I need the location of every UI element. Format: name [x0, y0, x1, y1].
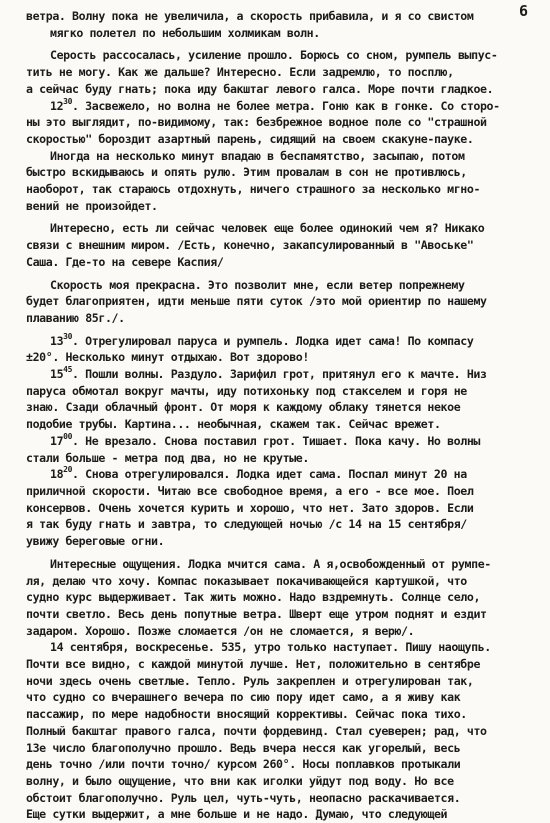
text-line: наоборот, так стараюсь отдохнуть, ничего страшного за несколько мгно-: [26, 182, 481, 197]
text-line: ветра. Волну пока не увеличила, а скорость прибавила, и я со свистом: [26, 9, 474, 23]
text-line: связи с внешним миром. /Есть, конечно, закапсулированный в "Авоське": [26, 238, 474, 253]
text-line: вений не произойдет.: [26, 198, 158, 213]
text-line: ночи здесь очень светлые. Тепло. Руль закреплен и отрегулирован так,: [26, 673, 474, 688]
text-line: обстоит благополучно. Руль цел, чуть-чуть, неопасно раскачивается.: [26, 790, 461, 805]
text-line: будет благоприятен, идти меньше пяти суток /это мой ориентир по нашему: [26, 294, 487, 309]
text-line: ля, делаю что хочу. Компас показывает покачивающейся картушкой, что: [26, 573, 467, 588]
text-line: Еще сутки выдержит, а мне больше и не надо. Думаю, что следующей: [26, 807, 448, 822]
text-line: 14 сентября, воскресенье. 535, утро только наступает. Пишу наощупь.: [50, 640, 491, 655]
text-line: почти светло. Весь день попутные ветра. Шверт еще утром поднят и ездит: [26, 606, 487, 621]
text-line: мягко полетел по небольшим холмикам волн.: [50, 25, 320, 40]
text-line: ±20°. Несколько минут отдыхаю. Вот здорово!: [26, 350, 309, 365]
text-line: плаванию 85г./.: [26, 310, 125, 325]
text-line: ны это выглядит, по-видимому, так: безбрежное водное поле со "страшной: [26, 115, 487, 130]
text-line: быстро вскидываюсь и опять рулю. Этим провалам в сон не противлюсь,: [26, 165, 467, 180]
text-line: паруса обмотал вокруг мачты, иду потихоньку под стакселем и горя не: [26, 383, 467, 398]
page-number: 6: [518, 2, 528, 20]
text-line: приличной скорости. Читаю все свободное время, а его - все мое. Поел: [26, 483, 474, 498]
text-line: Интересные ощущения. Лодка мчится сама. А я,освобожденный от румпе-: [50, 556, 491, 571]
text-line: $12^{30}$. Засвежело, но волна не более метра. Гоню как в гонке. Со сторо-: [50, 97, 500, 113]
text-line: $18^{20}$. Снова отрегулировался. Лодка идет сама. Поспал минут 20 на: [50, 466, 467, 482]
text-line: подобие трубы. Картина... необычная, скажем так. Сейчас врежет.: [26, 417, 441, 432]
text-line: тить не могу. Как же дальше? Интересно. Если задремлю, то посплю,: [26, 65, 454, 80]
text-line: стали больше - метра под два, но не крутые.: [26, 450, 309, 465]
text-line: Серость рассосалась, усиление прошло. Борюсь со сном, румпель выпус-: [50, 48, 498, 63]
text-line: скоростью" бороздит азартный парень, сидящий на своем скакуне-пауке.: [26, 131, 474, 146]
text-line: Полный бакштаг правого галса, почти фордевинд. Стал суеверен; рад, что: [26, 723, 487, 738]
text-line: а сейчас буду гнать; пока иду бакштаг левого галса. Море почти гладкое.: [26, 81, 494, 96]
text-line: судно курс выдерживает. Так жить можно. Надо вздремнуть. Солнце село,: [26, 590, 481, 605]
text-line: $15^{45}$. Пошли волны. Раздуло. Зарифил грот, притянул его к мачте. Низ: [50, 366, 487, 382]
text-line: задаром. Хорошо. Позже сломается /он не сломается, я верю/.: [26, 623, 415, 638]
text-line: я так буду гнать и завтра, то следующей ночью /с 14 на 15 сентября/: [26, 517, 467, 532]
text-line: что судно со вчерашнего вечера по сию пору идет само, а я живу как: [26, 690, 461, 705]
text-line: день точно /или почти точно/ курсом 260°. Носы поплавков протыкали: [26, 757, 461, 772]
text-line: волну, и было ощущение, что вни как иголки уйдут под воду. Но все: [26, 773, 454, 788]
typewritten-page: [26, 8, 531, 823]
text-line: 13е число благополучно прошло. Ведь вчера несся как угорелый, весь: [26, 740, 461, 755]
text-line: пассажир, по мере надобности вносящий коррективы. Сейчас пока тихо.: [26, 707, 467, 722]
text-line: Саша. Где-то на севере Каспия/: [26, 254, 224, 269]
text-line: Почти все видно, с каждой минутой лучше. Нет, положительно в сентябре: [26, 657, 481, 672]
text-line: Интересно, есть ли сейчас человек еще более одинокий чем я? Никако: [50, 221, 485, 236]
text-line: консервов. Очень хочется курить и хорошо, что нет. Зато здоров. Если: [26, 500, 474, 515]
text-line: знаю. Сзади облачный фронт. От моря к каждому облаку тянется некое: [26, 400, 461, 415]
text-line: Скорость моя прекрасна. Это позволит мне, если ветер попрежнему: [50, 277, 465, 292]
text-line: Иногда на несколько минут впадаю в беспамятство, засыпаю, потом: [50, 148, 465, 163]
text-line: $13^{30}$. Отрегулировал паруса и румпель. Лодка идет сама! По компасу: [50, 332, 474, 348]
text-line: $17^{00}$. Не врезало. Снова поставил грот. Тишает. Пока качу. Но волны: [50, 432, 480, 448]
text-line: увижу береговые огни.: [26, 534, 165, 549]
